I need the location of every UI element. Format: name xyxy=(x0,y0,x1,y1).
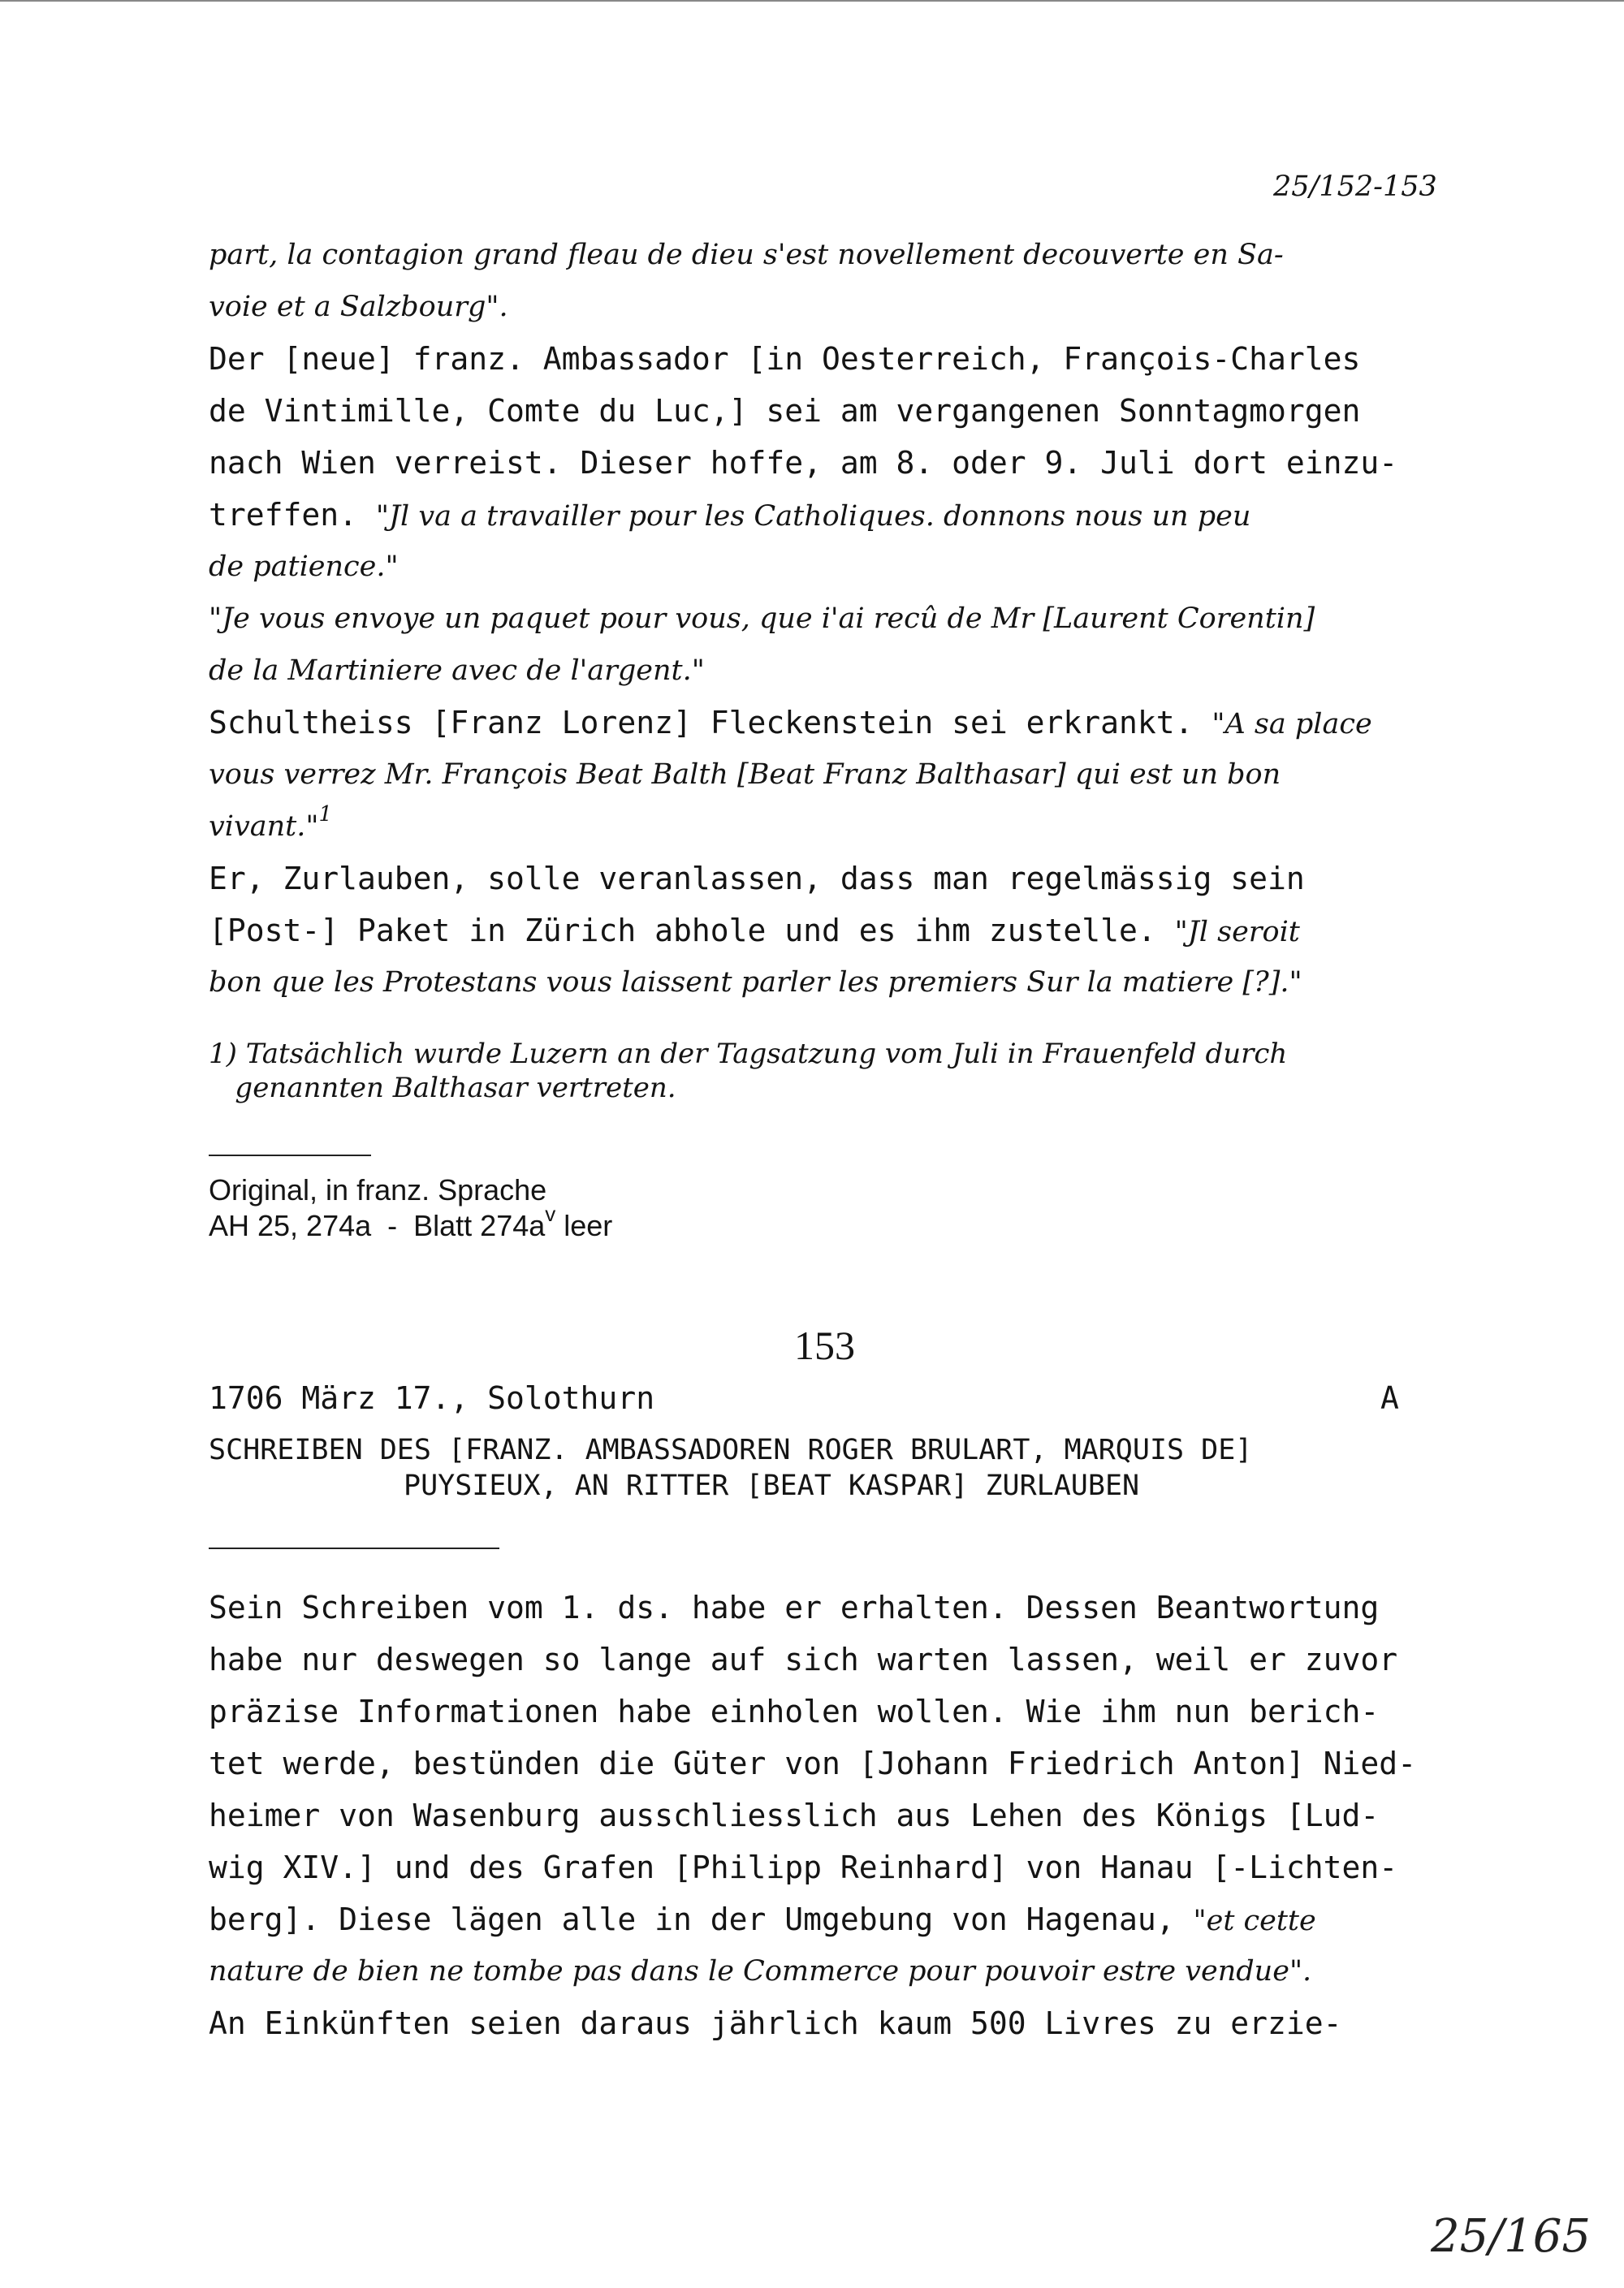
text-line: de Vintimille, Comte du Luc,] sei am vergangenen Sonntagmorgen xyxy=(209,393,1361,429)
handwritten-page-number: 25/165 xyxy=(1431,2210,1592,2263)
letter-title: SCHREIBEN DES [FRANZ. AMBASSADOREN ROGER BRULART, MARQUIS DE] xyxy=(209,1434,1253,1466)
page-reference: 25/152-153 xyxy=(1273,171,1437,203)
footnote-line: genannten Balthasar vertreten. xyxy=(209,1072,676,1104)
letter-type: A xyxy=(1380,1380,1399,1416)
text-line: vous verrez Mr. François Beat Balth [Beat Franz Balthasar] qui est un bon xyxy=(209,758,1281,791)
separator-rule xyxy=(209,1548,499,1549)
text-line: tet werde, bestünden die Güter von [Johann Friedrich Anton] Nied- xyxy=(209,1746,1417,1781)
text-line: de patience." xyxy=(209,550,399,583)
text-line: vivant."$^1$ xyxy=(209,802,332,843)
text-line: [Post-] Paket in Zürich abhole und es ihm zustelle. "Jl seroit xyxy=(209,913,1300,948)
text-line: nach Wien verreist. Dieser hoffe, am 8. oder 9. Juli dort einzu- xyxy=(209,445,1398,481)
text-line: de la Martiniere avec de l'argent." xyxy=(209,654,705,687)
text-line: bon que les Protestans vous laissent parler les premiers Sur la matiere [?]." xyxy=(209,966,1302,999)
letter-number: 153 xyxy=(794,1323,855,1368)
text-line: part, la contagion grand fleau de dieu s'est novellement decouverte en Sa- xyxy=(209,239,1284,271)
text-line: heimer von Wasenburg ausschliesslich aus Lehen des Königs [Lud- xyxy=(209,1798,1380,1833)
text-line: wig XIV.] und des Grafen [Philipp Reinhard] von Hanau [-Lichten- xyxy=(209,1850,1398,1885)
text-line: nature de bien ne tombe pas dans le Commerce pour pouvoir estre vendue". xyxy=(209,1955,1312,1988)
text-line: voie et a Salzbourg". xyxy=(209,291,508,323)
source-line: Original, in franz. Sprache xyxy=(209,1173,547,1207)
separator-rule xyxy=(209,1155,371,1156)
footnote-marker: 1 xyxy=(318,802,332,827)
text-line: "Je vous envoye un paquet pour vous, que i'ai recû de Mr [Laurent Corentin] xyxy=(209,602,1315,635)
footnote-line: 1) Tatsächlich wurde Luzern an der Tagsatzung vom Juli in Frauenfeld durch xyxy=(209,1038,1288,1070)
text-line: habe nur deswegen so lange auf sich warten lassen, weil er zuvor xyxy=(209,1642,1398,1677)
text-line: berg]. Diese lägen alle in der Umgebung von Hagenau, "et cette xyxy=(209,1902,1316,1937)
text-line: Der [neue] franz. Ambassador [in Oesterreich, François-Charles xyxy=(209,341,1361,377)
text-line: treffen. "Jl va a travailler pour les Catholiques. donnons nous un peu xyxy=(209,497,1251,533)
letter-title: PUYSIEUX, AN RITTER [BEAT KASPAR] ZURLAUBEN xyxy=(404,1470,1140,1502)
text-line: präzise Informationen habe einholen wollen. Wie ihm nun berich- xyxy=(209,1694,1380,1729)
text-line: Schultheiss [Franz Lorenz] Fleckenstein sei erkrankt. "A sa place xyxy=(209,705,1372,740)
text-line: Er, Zurlauben, solle veranlassen, dass man regelmässig sein xyxy=(209,861,1305,896)
top-border xyxy=(0,0,1624,2)
text-line: Sein Schreiben vom 1. ds. habe er erhalten. Dessen Beantwortung xyxy=(209,1590,1380,1625)
letter-date: 1706 März 17., Solothurn xyxy=(209,1380,655,1416)
text-line: An Einkünften seien daraus jährlich kaum 500 Livres zu erzie- xyxy=(209,2005,1342,2041)
source-line: AH 25, 274a - Blatt $274a^v$ leer xyxy=(209,1202,613,1242)
